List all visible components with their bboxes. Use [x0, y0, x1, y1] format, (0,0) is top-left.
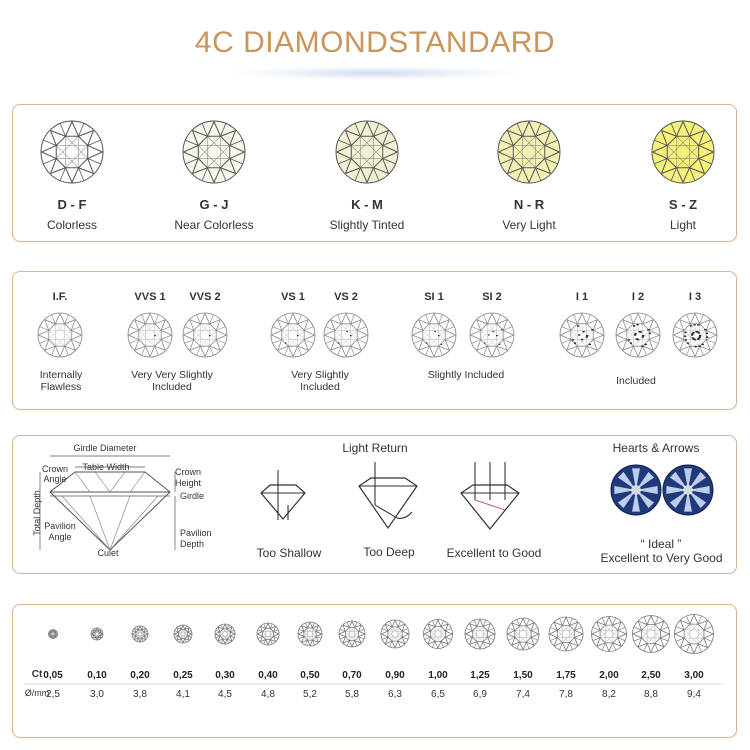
ct-label: Ct: [31, 669, 43, 680]
pavilion-depth-label: Pavilion Depth: [180, 528, 212, 549]
carat-diamond-3: [132, 626, 148, 642]
carat-diameter-value: 3,0: [90, 689, 104, 700]
carat-diameter-value: 4,1: [176, 689, 190, 700]
total-depth-label: Total Depth: [32, 490, 42, 536]
pavilion-angle-label: Pavilion Angle: [44, 521, 76, 542]
carat-weight-value: 1,00: [428, 670, 448, 681]
carat-weight-value: 2,50: [641, 670, 661, 681]
carat-weight-value: 0,25: [173, 670, 193, 681]
carat-weight-value: 3,00: [684, 670, 704, 681]
carat-diameter-value: 7,4: [516, 689, 530, 700]
carat-diamond-5: [215, 624, 235, 644]
carat-diamond-15: [633, 616, 670, 653]
color-grade-3: K - M: [351, 197, 383, 212]
carat-diamond-12: [507, 618, 539, 650]
carat-weight-value: 0,50: [300, 670, 320, 681]
carat-weight-value: 2,00: [599, 670, 619, 681]
table-width-label: Table Width: [82, 462, 130, 472]
carat-diameter-value: 5,8: [345, 689, 359, 700]
color-name-5: Light: [669, 218, 697, 232]
carat-diamond-16: [675, 615, 714, 654]
carat-weight-value: 0,70: [342, 670, 362, 681]
carat-diamond-11: [465, 619, 495, 649]
color-grade-1: D - F: [57, 197, 87, 212]
carat-weight-value: 0,30: [215, 670, 235, 681]
excellent-good-label: Excellent to Good: [446, 546, 542, 560]
clarity-grade-vvs2: VVS 2: [189, 291, 221, 303]
carat-diameter-value: 2,5: [46, 689, 60, 700]
clarity-grade-i2: I 2: [631, 291, 645, 303]
carat-diamond-13: [549, 617, 583, 651]
clarity-grade-i1: I 1: [575, 291, 589, 303]
clarity-group-if: Internally Flawless: [39, 369, 83, 393]
carat-diamond-1: [49, 630, 58, 639]
crown-height-label: Crown Height: [175, 467, 202, 488]
carat-weight-value: 0,90: [385, 670, 405, 681]
carat-diamond-2: [91, 628, 103, 640]
clarity-group-i: Included: [616, 375, 656, 387]
too-shallow-label: Too Shallow: [256, 546, 322, 560]
girdle-label: Girdle: [180, 491, 205, 501]
carat-weight-value: 0,10: [87, 670, 107, 681]
clarity-grade-i3: I 3: [688, 291, 702, 303]
light-return-title: Light Return: [342, 441, 408, 455]
clarity-grade-vs2: VS 2: [334, 291, 358, 303]
carat-diamond-10: [424, 620, 453, 649]
carat-weight-value: 1,75: [556, 670, 576, 681]
culet-label: Culet: [97, 548, 119, 558]
clarity-grade-si2: SI 2: [482, 291, 502, 303]
clarity-group-vvs: Very Very Slightly Included: [131, 369, 213, 393]
carat-diamond-14: [592, 617, 627, 652]
carat-diameter-value: 8,2: [602, 689, 616, 700]
carat-diamond-4: [174, 625, 192, 643]
girdle-diameter-label: Girdle Diameter: [73, 443, 137, 453]
carat-weight-value: 1,25: [470, 670, 490, 681]
clarity-group-vs: Very Slightly Included: [291, 369, 349, 393]
color-name-3: Slightly Tinted: [329, 218, 405, 232]
color-name-2: Near Colorless: [174, 218, 254, 232]
clarity-grade-vs1: VS 1: [281, 291, 305, 303]
carat-diamond-9: [381, 620, 409, 648]
clarity-grade-vvs1: VVS 1: [134, 291, 166, 303]
hearts-arrows-title: Hearts & Arrows: [612, 441, 700, 455]
carat-diameter-value: 3,8: [133, 689, 147, 700]
too-deep-label: Too Deep: [363, 545, 415, 559]
carat-diameter-value: 9,4: [687, 689, 701, 700]
carat-diamond-6: [257, 623, 279, 645]
color-name-1: Colorless: [46, 218, 97, 232]
carat-weight-value: 0,05: [43, 670, 63, 681]
carat-diameter-value: 8,8: [644, 689, 658, 700]
carat-diameter-value: 7,8: [559, 689, 573, 700]
carat-weight-value: 0,40: [258, 670, 278, 681]
excellent-very-good-label: Excellent to Very Good: [600, 551, 723, 565]
color-name-4: Very Light: [502, 218, 556, 232]
color-grade-2: G - J: [199, 197, 229, 212]
ideal-label: “ Ideal ”: [640, 537, 682, 551]
carat-diameter-value: 4,8: [261, 689, 275, 700]
color-grade-4: N - R: [513, 197, 545, 212]
page-title: 4C DIAMONDSTANDARD: [194, 26, 556, 59]
carat-diameter-value: 5,2: [303, 689, 317, 700]
carat-weight-value: 1,50: [513, 670, 533, 681]
carat-diamond-7: [298, 622, 322, 646]
clarity-grade-if: I.F.: [52, 291, 68, 303]
carat-diameter-value: 4,5: [218, 689, 232, 700]
carat-diameter-value: 6,5: [431, 689, 445, 700]
clarity-group-si: Slightly Included: [427, 369, 505, 381]
carat-diameter-value: 6,9: [473, 689, 487, 700]
carat-diamond-8: [339, 621, 365, 647]
crown-angle-label: Crown Angle: [41, 464, 68, 484]
carat-diameter-value: 6,3: [388, 689, 402, 700]
carat-weight-value: 0,20: [130, 670, 150, 681]
clarity-grade-si1: SI 1: [424, 291, 444, 303]
color-grade-5: S - Z: [668, 197, 698, 212]
mm-label: Ø/mm: [24, 688, 50, 698]
